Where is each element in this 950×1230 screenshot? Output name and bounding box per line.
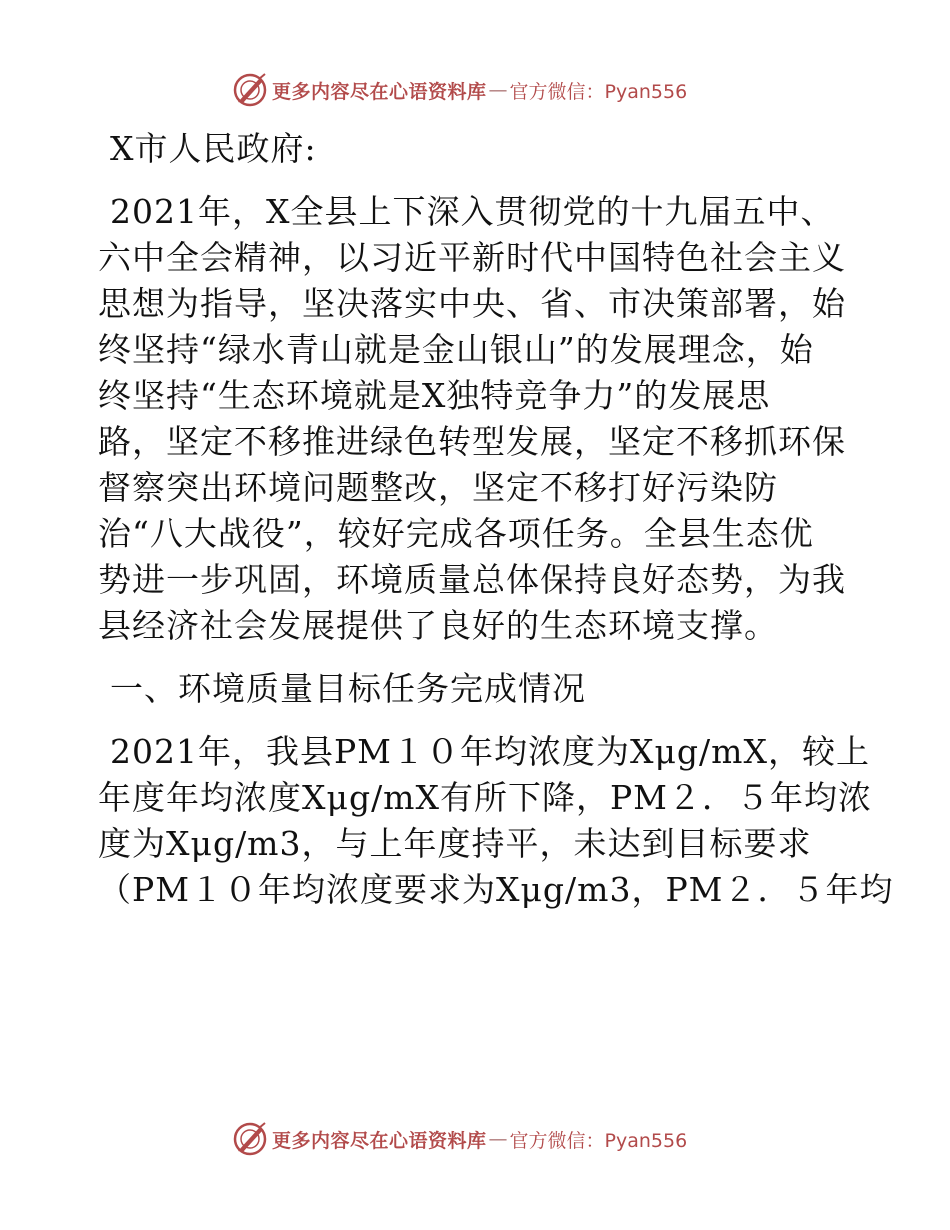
salutation: X市人民政府: bbox=[110, 129, 317, 168]
watermark-header bbox=[232, 70, 687, 110]
paragraph-line: 度为Xμg/m3，与上年度持平，未达到目标要求 bbox=[98, 824, 812, 863]
document-body bbox=[98, 126, 894, 913]
paragraph-line: 治“八大战役”，较好完成各项任务。全县生态优 bbox=[98, 514, 814, 553]
paragraph-line: 县经济社会发展提供了良好的生态环境支撑。 bbox=[98, 606, 778, 645]
paragraph-intro bbox=[98, 189, 858, 649]
watermark-text: 更多内容尽在心语资料库 bbox=[272, 1129, 487, 1152]
paragraph-line: 终坚持“生态环境就是X独特竞争力”的发展思 bbox=[98, 376, 771, 415]
paragraph-line: （PM１０年均浓度要求为Xμg/m3，PM２．５年均 bbox=[98, 870, 894, 909]
paragraph-line: 势进一步巩固，环境质量总体保持良好态势，为我 bbox=[98, 560, 846, 599]
watermark-wechat-label: 官方微信：Pyan556 bbox=[509, 80, 688, 103]
watermark-wechat-label: 官方微信：Pyan556 bbox=[509, 1129, 688, 1152]
section-heading: 一、环境质量目标任务完成情况 bbox=[110, 669, 586, 708]
watermark-separator: — bbox=[488, 79, 508, 101]
watermark-text: 更多内容尽在心语资料库 bbox=[272, 80, 487, 103]
feather-pen-circle-icon bbox=[232, 1121, 268, 1157]
paragraph-line: 思想为指导，坚决落实中央、省、市决策部署，始 bbox=[98, 284, 846, 323]
paragraph-line: 终坚持“绿水青山就是金山银山”的发展理念，始 bbox=[98, 330, 814, 369]
paragraph-line: 年度年均浓度Xμg/mX有所下降，PM２．５年均浓 bbox=[98, 778, 872, 817]
feather-pen-circle-icon bbox=[232, 72, 268, 108]
watermark-separator: — bbox=[488, 1128, 508, 1150]
paragraph-line: 督察突出环境问题整改，坚定不移打好污染防 bbox=[98, 468, 778, 507]
paragraph-line: 2021年，X全县上下深入贯彻党的十九届五中、 bbox=[110, 192, 835, 231]
paragraph-air-quality bbox=[98, 729, 894, 913]
paragraph-line: 路，坚定不移推进绿色转型发展，坚定不移抓环保 bbox=[98, 422, 846, 461]
paragraph-line: 六中全会精神，以习近平新时代中国特色社会主义 bbox=[98, 238, 846, 277]
paragraph-line: 2021年，我县PM１０年均浓度为Xμg/mX，较上 bbox=[110, 732, 870, 771]
watermark-footer bbox=[232, 1119, 687, 1159]
